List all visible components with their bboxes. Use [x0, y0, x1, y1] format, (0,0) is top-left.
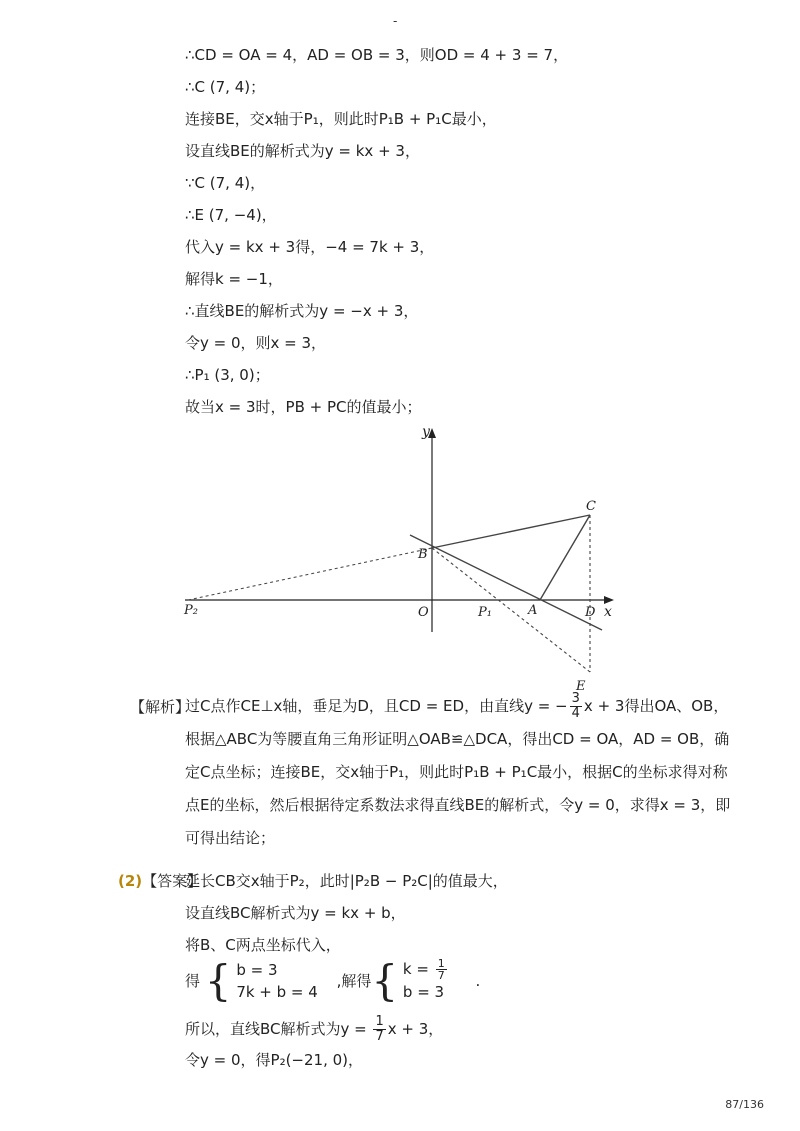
line5-frac-num: 1	[375, 1014, 384, 1029]
solution-line-9: ∴直线BE的解析式为y = −x + 3，	[185, 302, 419, 320]
analysis-line-1	[185, 690, 729, 723]
segment-p2b-dashed	[188, 548, 432, 600]
system-2-eq-1-pre: k =	[402, 960, 434, 978]
frac-den: 4	[571, 706, 580, 721]
analysis-line-3: 定C点坐标；连接BE，交x轴于P₁，则此时P₁B + P₁C最小，根据C的坐标求得对称	[185, 763, 728, 781]
analysis-line-5: 可得出结论；	[185, 829, 276, 847]
equation-systems	[185, 955, 481, 1005]
label-e: E	[576, 679, 586, 694]
analysis-fraction	[570, 692, 582, 721]
question-number: (2)	[118, 872, 143, 890]
solution-line-6: ∴E (7, −4)，	[185, 206, 277, 224]
solution-line-11: ∴P₁ (3, 0)；	[185, 366, 270, 384]
label-y: y	[422, 424, 430, 440]
solution-line-3: 连接BE，交x轴于P₁，则此时P₁B + P₁C最小，	[185, 110, 497, 128]
system-1	[236, 959, 318, 1003]
solution-line-1: ∴CD = OA = 4，AD = OB = 3，则OD = 4 + 3 = 7，	[185, 46, 569, 64]
part2-line-6: 令y = 0，得P₂(−21, 0)，	[185, 1051, 364, 1069]
left-brace-icon-2: {	[371, 955, 399, 1005]
part2-line-5-fraction	[373, 1015, 385, 1044]
label-d: D	[585, 605, 596, 620]
system-2	[403, 958, 449, 1003]
analysis-tag: 【解析】	[130, 698, 191, 716]
system-2-eq-1	[403, 958, 449, 981]
system-2-eq-2: b = 3	[402, 983, 445, 1001]
label-p2: P₂	[184, 603, 198, 618]
system-1-eq-1: b = 3	[236, 960, 278, 979]
line5-frac-den: 7	[375, 1029, 384, 1044]
x-axis-arrow-icon	[604, 596, 614, 604]
solution-line-10: 令y = 0，则x = 3，	[185, 334, 327, 352]
label-a: A	[528, 603, 538, 618]
label-c: C	[586, 499, 596, 514]
label-b: B	[418, 547, 428, 562]
solution-line-8: 解得k = −1，	[185, 270, 283, 288]
sys2-frac-num: 1	[437, 957, 445, 970]
sys-prefix: 得	[185, 972, 201, 990]
analysis-line-1-pre: 过C点作CE⊥x轴，垂足为D，且CD = ED，由直线y = −	[185, 697, 568, 715]
sys2-frac-den: 7	[437, 969, 445, 982]
analysis-line-2: 根据△ABC为等腰直角三角形证明△OAB≌△DCA，得出CD = OA，AD = OB，确	[185, 730, 730, 748]
part2-line-5-post: x + 3，	[387, 1020, 444, 1038]
answer-tag: 【答案】	[142, 872, 203, 890]
sys-suffix: .	[475, 971, 481, 990]
frac-num: 3	[571, 691, 580, 706]
part2-line-5	[185, 1014, 443, 1044]
header-mark: -	[393, 14, 398, 28]
segment-be-dashed	[432, 548, 590, 672]
solution-line-5: ∵C (7, 4)，	[185, 174, 266, 192]
solution-line-4: 设直线BE的解析式为y = kx + 3，	[185, 142, 420, 160]
line-ba	[410, 535, 602, 630]
segment-bc	[432, 515, 590, 548]
solution-line-2: ∴C (7, 4)；	[185, 78, 266, 96]
segment-ca	[540, 515, 590, 600]
left-brace-icon: {	[204, 955, 232, 1005]
geometry-figure	[170, 420, 630, 695]
label-p1: P₁	[478, 605, 492, 620]
sys-mid: ,解得	[336, 972, 372, 990]
part2-line-1: 延长CB交x轴于P₂，此时|P₂B − P₂C|的值最大，	[185, 872, 508, 890]
label-x: x	[604, 604, 612, 620]
system-1-eq-2: 7k + b = 4	[236, 982, 318, 1001]
label-o: O	[418, 605, 429, 620]
part2-line-3: 将B、C两点坐标代入，	[185, 936, 341, 954]
analysis-paragraph	[185, 690, 731, 855]
solution-line-7: 代入y = kx + 3得，−4 = 7k + 3，	[185, 238, 435, 256]
analysis-line-4: 点E的坐标，然后根据待定系数法求得直线BE的解析式，令y = 0，求得x = 3，即	[185, 796, 731, 814]
analysis-line-1-post: x + 3得出OA、OB，	[583, 697, 729, 715]
system-2-fraction	[436, 958, 447, 981]
page-number: 87/136	[725, 1098, 764, 1111]
solution-line-12: 故当x = 3时，PB + PC的值最小；	[185, 398, 422, 416]
part2-line-5-pre: 所以，直线BC解析式为y =	[185, 1020, 372, 1038]
part2-line-2: 设直线BC解析式为y = kx + b，	[185, 904, 406, 922]
